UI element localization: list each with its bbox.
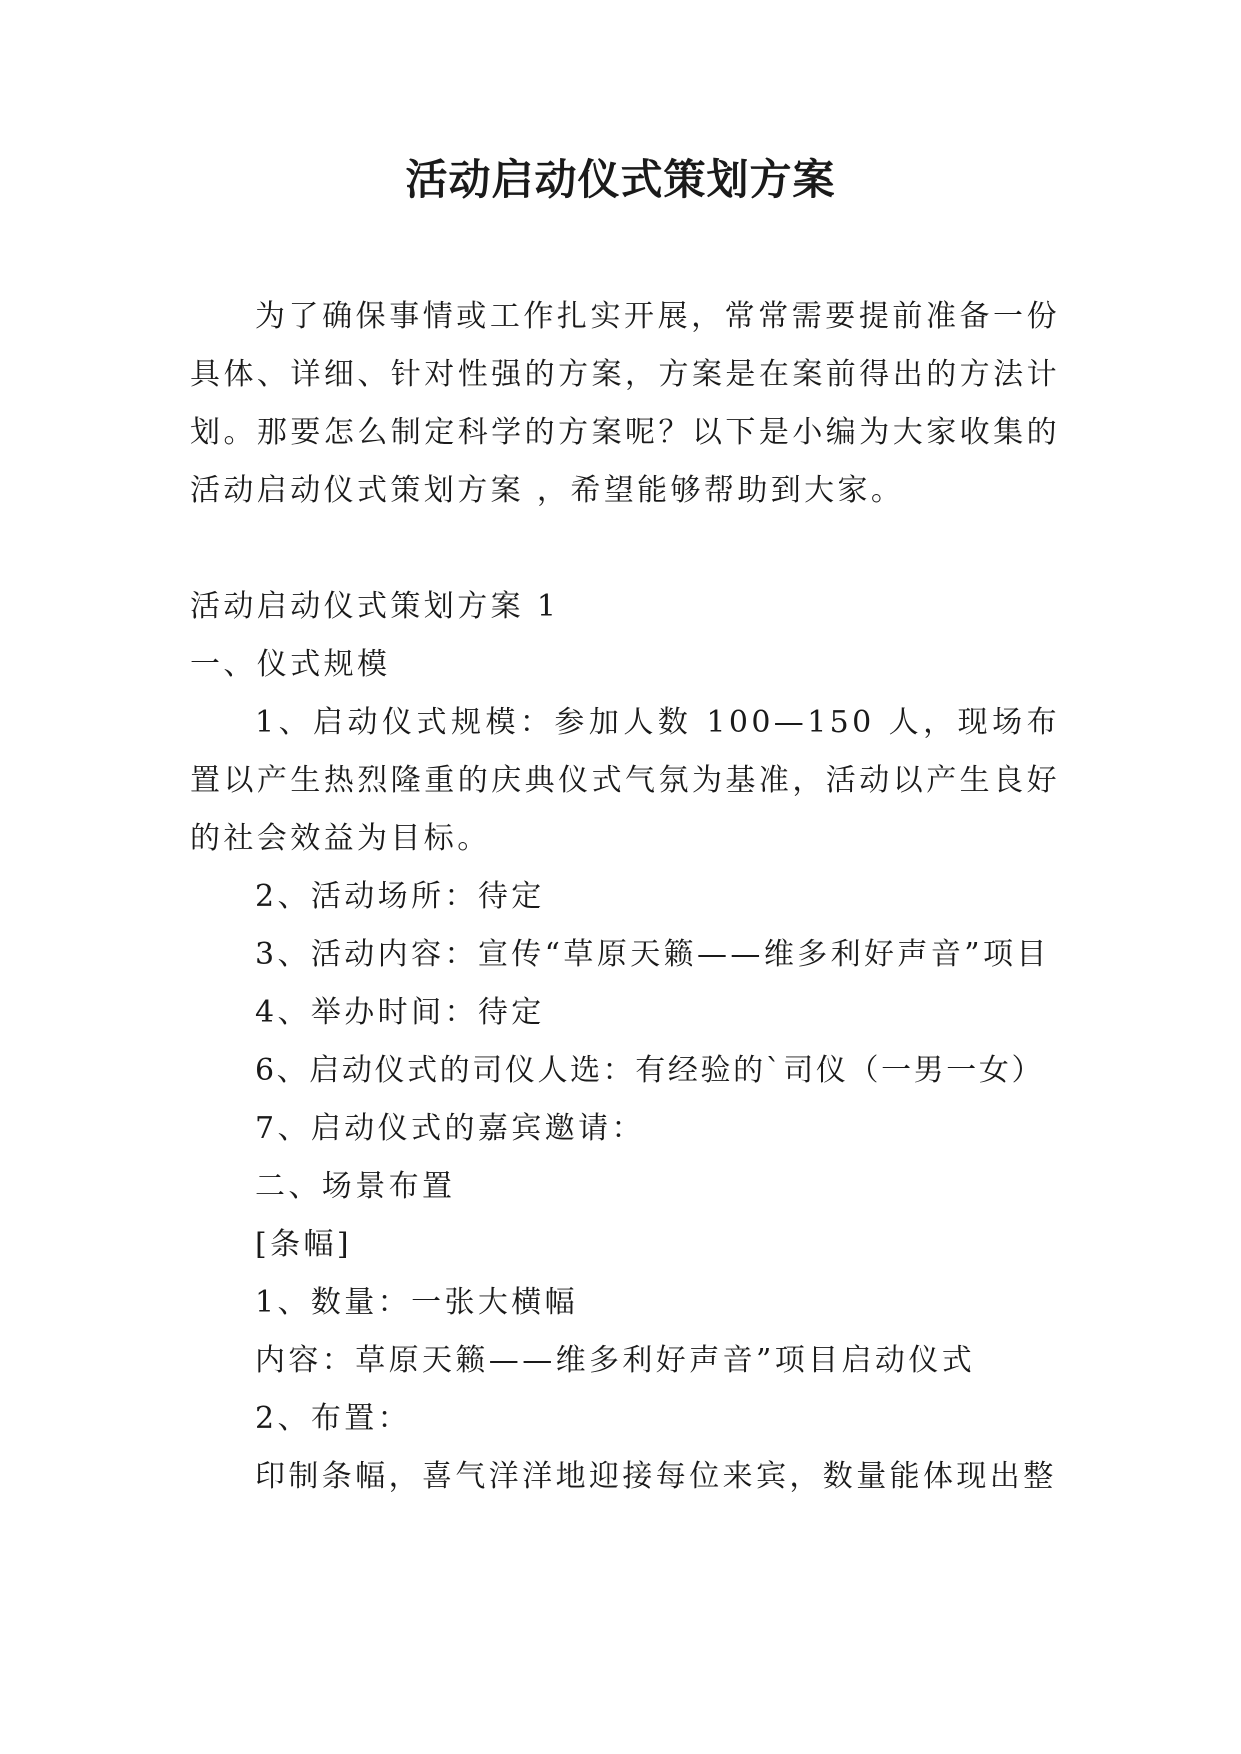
banner-layout: 2、布置： <box>255 1401 412 1436</box>
item-6-paragraph: 6、启动仪式的司仪人选：有经验的`司仪（一男一女） <box>255 1053 1045 1088</box>
item-3-paragraph: 3、活动内容：宣传“草原天籁——维多利好声音”项目 <box>255 937 1050 972</box>
part1-heading: 一、仪式规模 <box>190 647 391 682</box>
section-heading: 活动启动仪式策划方案 1 <box>190 589 560 624</box>
item-2-paragraph: 2、活动场所：待定 <box>255 879 545 914</box>
part2-heading: 二、场景布置 <box>255 1169 456 1204</box>
banner-description: 印制条幅，喜气洋洋地迎接每位来宾，数量能体现出整 <box>255 1459 1057 1494</box>
intro-paragraph: 为了确保事情或工作扎实开展，常常需要提前准备一份具体、详细、针对性强的方案，方案是在案前得出的方法计划。那要怎么制定科学的方案呢？以下是小编为大家收集的活动启动仪式策划方案 ，希望能够帮助到大家。 <box>190 299 1060 508</box>
document-title: 活动启动仪式策划方案 <box>405 155 836 204</box>
document-body <box>190 288 1060 1506</box>
banner-quantity: 1、数量：一张大横幅 <box>255 1285 579 1320</box>
item-7-paragraph: 7、启动仪式的嘉宾邀请： <box>255 1111 645 1146</box>
item-4-paragraph: 4、举办时间：待定 <box>255 995 545 1030</box>
banner-heading: [条幅] <box>255 1227 353 1262</box>
banner-content: 内容：草原天籁——维多利好声音”项目启动仪式 <box>255 1343 976 1378</box>
item-1-paragraph: 1、启动仪式规模：参加人数 100—150 人，现场布置以产生热烈隆重的庆典仪式气氛为基准，活动以产生良好的社会效益为目标。 <box>190 705 1060 856</box>
